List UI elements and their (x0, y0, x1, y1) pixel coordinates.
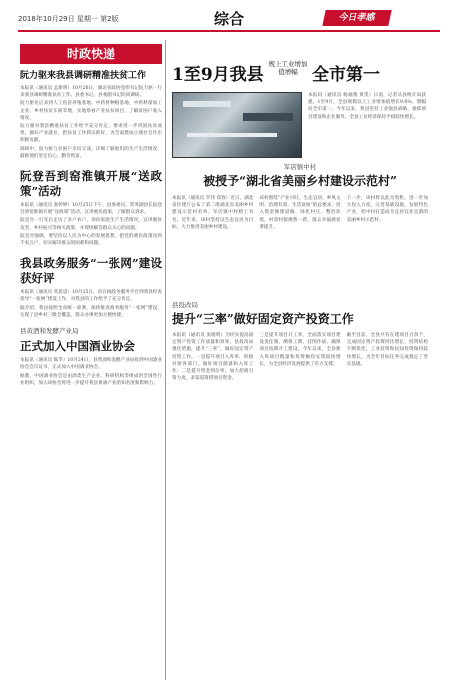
article-paragraph: 截至目前，全县共有在建项目百余个，完成固定资产投资同比增长，投资结构不断优化，工业投资和民间投资保持较快增长，为全年目标任务完成奠定了坚实基础。 (346, 333, 428, 367)
header-rule (18, 30, 440, 32)
issue-date: 2018年10月29日 星期一 第2版 (18, 15, 119, 23)
article-paragraph: 阮力驱对我县精准扶贫工作给予充分肯定，要求进一步巩固扶贫成果，做好产业就业，把扶贫工作抓实抓好，为全面建成小康社会作出积极贡献。 (20, 124, 162, 144)
article-kicker: 县投改局 (172, 301, 198, 309)
article-paragraph: 本报讯（通讯员 邓思思）10月25日，省在线政务服务平台到我县检查指导“一张网”建设工作，对我县的工作给予了充分肯定。 (20, 290, 162, 303)
article-headline: 阮登吾到窑淮镇开展“送政策”活动 (20, 169, 162, 199)
article-kicker: 军店镇中村 (283, 163, 317, 171)
article-paragraph: 该村围绕“产业兴旺、生态宜居、乡风文明、治理有效、生活富裕”的总要求，投入资金修建道路、绿化村庄、整治环境，村容村貌焕然一新，群众幸福感显著提升。 (259, 196, 341, 230)
feature-title-left: 1至9月我县 (172, 65, 264, 85)
article-paragraph: 本报讯（通讯员 孟新明）10月26日，湖北省政协党组书记阮力驱一行来我县调研精准扶贫工作。县委书记、县委副书记陪同调研。 (20, 86, 162, 99)
article-paragraph: 调研中，阮力驱与贫困户亲切交谈，详细了解他们的生产生活情况，鼓励他们坚定信心，勤劳致富。 (20, 146, 162, 159)
article-paragraph: 据悉，中国酒业协会是由酒类生产企业、科研机构等组成的全国性行业组织，加入该协会将进一步提升我县黄酒产业的知名度和影响力。 (20, 373, 162, 386)
news-banner: 时政快递 (20, 44, 162, 64)
feature-title-right: 全市第一 (312, 65, 380, 85)
section-title: 综合 (214, 10, 245, 28)
article-paragraph: 本报讯（通讯员 张婷婷）10月25日下午，县委委员、常务副县长阮登吾到窑淮镇开展“送政策”活动，宣讲惠民政策，了解群众诉求。 (20, 203, 162, 216)
article-paragraph: 阮力驱先后来到人工鱼苗养殖基地、中药材种植基地、中药材深加工企业、乡村扶贫车间等地，实地察看产业扶贫项目，了解贫困户收入情况。 (20, 101, 162, 121)
feature-headline (172, 60, 432, 85)
investment-article-head (172, 300, 428, 331)
factory-photo (172, 92, 302, 158)
feature-body: 本报讯（通讯员 杨福燕 黄雯）日前，记者从县统计局获悉，1至9月，全县规模以上工业增加值增长9.6%，增幅居全市第一。今年以来，我县坚持工业强县战略，狠抓项目建设和企业服务，全县工业经济保持平稳较快增长。 (308, 93, 426, 120)
article-paragraph: 本报讯（通讯员 张晓明）为切实提高固定资产投资工作质量和效率，县投改局强化措施，提升“三率”，做好固定资产投资工作。一是提升项目入库率，积极对接各部门，做好项目储备和入库工作；二是提升资金到位率，加大招商引资力度，多渠道筹措项目资金。 (172, 333, 254, 382)
article-paragraph: 据介绍，我县按照全省统一部署，加快推进政务服务“一张网”建设，实现了县乡村三级全覆盖，群众办事更加方便快捷。 (20, 305, 162, 318)
article-headline: 我县政务服务“一张网”建设获好评 (20, 256, 162, 286)
article-headline: 阮力驱来我县调研精准扶贫工作 (20, 71, 147, 81)
page-header (0, 0, 450, 36)
article-paragraph: 本报讯（通讯员 罗伟 郑春）近日，湖北省住建厅公布了第二批湖北省美丽乡村建设示范村名单，军店镇中村榜上有名。近年来，该村坚持以生态宜居为目标，大力推进美丽乡村建设。 (172, 196, 254, 230)
article-paragraph: 阮登吾一行先后走访了多户农户，询问家庭生产生活情况，宣讲脱贫攻坚、乡村振兴等相关政策，并现场解答群众关心的问题。 (20, 218, 162, 231)
feature-title-sub: 规上工业增加值增幅 (268, 60, 308, 76)
article-paragraph: 下一步，该村将以此为契机，进一步加大投入力度，完善基础设施，发展特色产业，把中村打造成为宜居宜业宜游的美丽乡村示范村。 (346, 196, 428, 223)
newspaper-logo: 今日孝感 (322, 10, 391, 26)
feature-article (172, 92, 428, 160)
article-headline: 被授予“湖北省美丽乡村建设示范村” (203, 174, 397, 188)
article-headline: 提升“三率”做好固定资产投资工作 (172, 312, 354, 326)
left-column (20, 44, 162, 684)
investment-article-body (172, 332, 428, 672)
column-divider (165, 40, 166, 680)
village-article (172, 162, 428, 231)
article-paragraph: 三是提升项目开工率，全面落实项目建设责任制，倒排工期，挂图作战，确保项目按期开工建设。今年以来，全县新入库项目数量和投资额均实现较快增长，为全县经济发展提供了有力支撑。 (259, 333, 341, 367)
article-headline: 正式加入中国酒业协会 (20, 339, 135, 354)
article-paragraph: 阮登吾强调，要坚持以人民为中心的发展思想，把党的惠民政策送到千家万户，切实解决群众的困难和问题。 (20, 233, 162, 247)
article-kicker: 县黄酒和发酵产业局 (20, 327, 79, 336)
article-paragraph: 本报讯（通讯员 陈华）10月24日，县黄酒和发酵产业局收到中国酒业协会会员证书，正式加入中国酒业协会。 (20, 358, 162, 371)
